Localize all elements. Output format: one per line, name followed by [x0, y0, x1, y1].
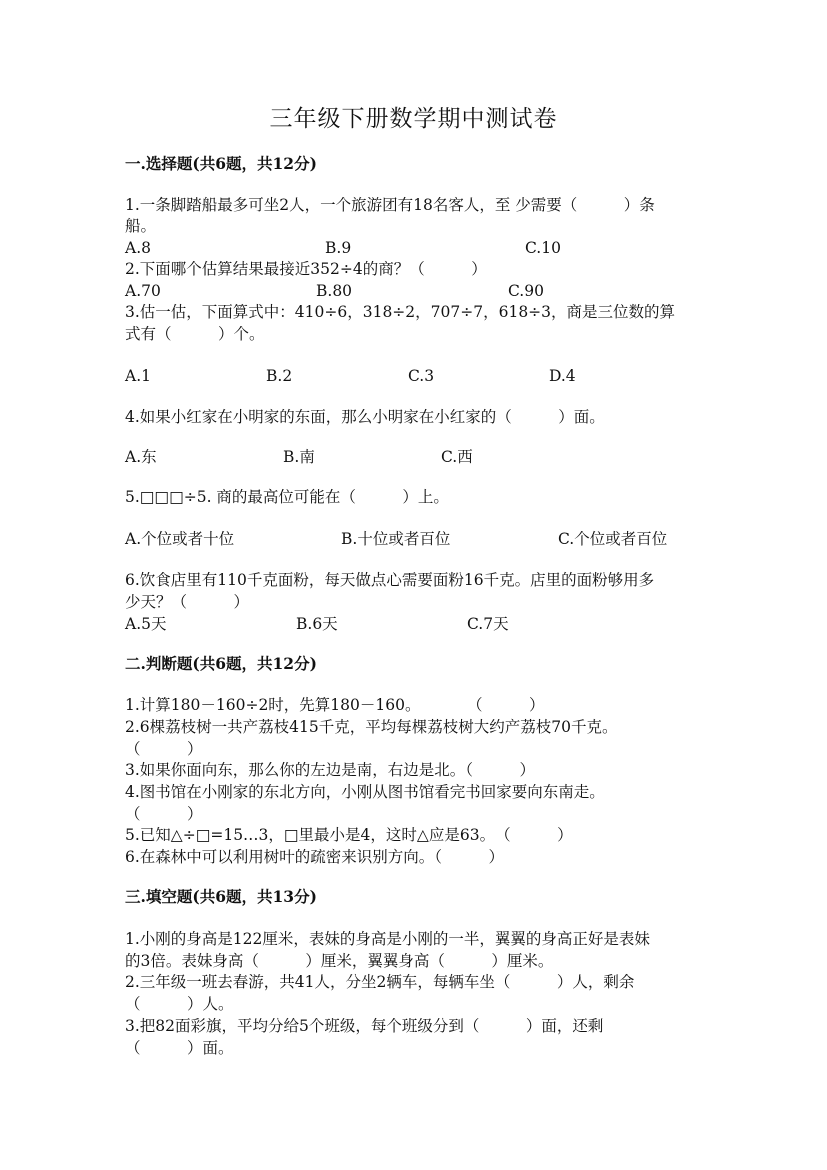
- option-a: A.个位或者十位: [125, 530, 235, 548]
- option-b: B.80: [316, 282, 353, 300]
- question-text: 6.饮食店里有110千克面粉，每天做点心需要面粉16千克。店里的面粉够用多: [125, 571, 655, 589]
- question-text: 2.下面哪个估算结果最接近352÷4的商？（ ）: [125, 260, 487, 278]
- answer-blank: （ ）: [125, 805, 203, 823]
- question-text: 4.如果小红家在小明家的东面，那么小明家在小红家的（ ）面。: [125, 408, 605, 426]
- question-text: 6.在森林中可以利用树叶的疏密来识别方向。（ ）: [125, 848, 505, 866]
- option-c: C.西: [441, 448, 473, 466]
- option-c: C.3: [408, 367, 435, 385]
- option-b: B.十位或者百位: [341, 530, 451, 548]
- question-text: 1.计算180－160÷2时，先算180－160。 （ ）: [125, 696, 545, 714]
- question-text: 5.已知△÷□=15…3，□里最小是4，这时△应是63。 （ ）: [125, 826, 573, 844]
- question-text: 4.图书馆在小刚家的东北方向，小刚从图书馆看完书回家要向东南走。: [125, 783, 605, 801]
- option-a: A.5天: [125, 615, 167, 633]
- question-text: 船。: [125, 217, 157, 235]
- option-c: C.10: [525, 239, 561, 257]
- option-b: B.9: [325, 239, 352, 257]
- question-text: 的3倍。表妹身高（ ）厘米，翼翼身高（ ）厘米。: [125, 952, 554, 970]
- option-b: B.2: [266, 367, 293, 385]
- question-text: （ ）面。: [125, 1039, 234, 1057]
- question-text: 1.小刚的身高是122厘米，表妹的身高是小刚的一半，翼翼的身高正好是表妹: [125, 930, 650, 948]
- option-c: C.7天: [467, 615, 509, 633]
- option-b: B.南: [283, 448, 315, 466]
- option-a: A.东: [125, 448, 157, 466]
- option-c: C.个位或者百位: [558, 530, 668, 548]
- option-d: D.4: [549, 367, 576, 385]
- question-text: 2.6棵荔枝树一共产荔枝415千克，平均每棵荔枝树大约产荔枝70千克。: [125, 718, 618, 736]
- question-text: 1.一条脚踏船最多可坐2人，一个旅游团有18名客人，至 少需要（ ）条: [125, 196, 655, 214]
- question-text: 3.估一估，下面算式中：410÷6，318÷2，707÷7，618÷3，商是三位数的算: [125, 303, 676, 321]
- question-text: 5.□□□÷5. 商的最高位可能在（ ）上。: [125, 488, 449, 506]
- section-heading-judge: 二.判断题(共6题，共12分): [125, 654, 317, 673]
- question-text: 3.把82面彩旗，平均分给5个班级，每个班级分到（ ）面，还剩: [125, 1017, 604, 1035]
- question-text: 2.三年级一班去春游，共41人，分坐2辆车，每辆车坐（ ）人，剩余: [125, 973, 635, 991]
- option-b: B.6天: [296, 615, 338, 633]
- section-heading-fill: 三.填空题(共6题，共13分): [125, 887, 317, 906]
- option-a: A.8: [125, 239, 151, 257]
- option-a: A.70: [125, 282, 161, 300]
- answer-blank: （ ）: [125, 740, 203, 758]
- question-text: （ ）人。: [125, 995, 234, 1013]
- option-c: C.90: [508, 282, 544, 300]
- question-text: 式有（ ）个。: [125, 325, 265, 343]
- section-heading-choice: 一.选择题(共6题，共12分): [125, 154, 317, 173]
- option-a: A.1: [125, 367, 151, 385]
- question-text: 3.如果你面向东，那么你的左边是南，右边是北。（ ）: [125, 761, 536, 779]
- page-title: 三年级下册数学期中测试卷: [269, 106, 558, 132]
- question-text: 少天？（ ）: [125, 593, 250, 611]
